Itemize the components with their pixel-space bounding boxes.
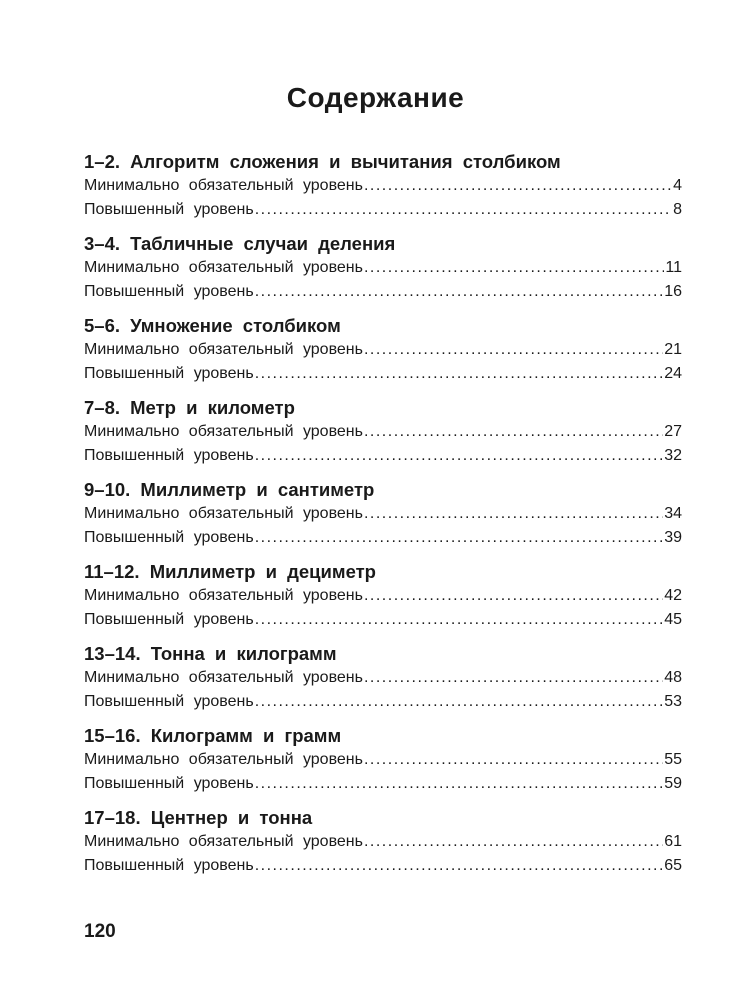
toc-entry[interactable]: [84, 854, 682, 878]
section-heading: 11–12. Миллиметр и дециметр: [84, 561, 376, 582]
toc-section: [84, 396, 682, 468]
dot-leader: [255, 608, 664, 632]
entry-label: Минимально обязательный уровень: [84, 505, 363, 522]
section-heading: 13–14. Тонна и килограмм: [84, 643, 337, 664]
toc-entry[interactable]: [84, 502, 682, 526]
dot-leader: [255, 444, 664, 468]
toc-entry[interactable]: [84, 362, 682, 386]
toc-entry[interactable]: [84, 198, 682, 222]
toc-entry[interactable]: [84, 748, 682, 772]
dot-leader: [364, 338, 663, 362]
toc-section: [84, 642, 682, 714]
entry-page-number: 11: [665, 259, 682, 276]
dot-leader: [255, 854, 664, 878]
toc-entry[interactable]: [84, 444, 682, 468]
dot-leader: [255, 772, 664, 796]
page-number: 120: [84, 921, 116, 942]
entry-page-number: 42: [664, 587, 682, 604]
toc-entry[interactable]: [84, 526, 682, 550]
toc-section: [84, 806, 682, 878]
entry-page-number: 34: [664, 505, 682, 522]
toc-entry[interactable]: [84, 608, 682, 632]
toc-entry[interactable]: [84, 174, 682, 198]
entry-label: Минимально обязательный уровень: [84, 669, 363, 686]
section-heading: 9–10. Миллиметр и сантиметр: [84, 479, 375, 500]
dot-leader: [364, 748, 663, 772]
entry-label: Минимально обязательный уровень: [84, 177, 363, 194]
entry-page-number: 65: [664, 857, 682, 874]
entry-label: Минимально обязательный уровень: [84, 751, 363, 768]
page-title: Содержание: [286, 82, 465, 113]
toc-section: [84, 314, 682, 386]
toc-entry[interactable]: [84, 666, 682, 690]
section-heading: 17–18. Центнер и тонна: [84, 807, 313, 828]
entry-page-number: 27: [664, 423, 682, 440]
entry-label: Повышенный уровень: [84, 529, 254, 546]
dot-leader: [364, 174, 672, 198]
toc-section: [84, 232, 682, 304]
dot-leader: [364, 502, 663, 526]
dot-leader: [364, 256, 664, 280]
section-heading: 3–4. Табличные случаи деления: [84, 233, 396, 254]
dot-leader: [255, 362, 664, 386]
entry-page-number: 39: [664, 529, 682, 546]
entry-page-number: 61: [664, 833, 682, 850]
entry-page-number: 53: [664, 693, 682, 710]
dot-leader: [364, 830, 663, 854]
entry-label: Минимально обязательный уровень: [84, 833, 363, 850]
toc-entry[interactable]: [84, 830, 682, 854]
entry-page-number: 24: [664, 365, 682, 382]
entry-page-number: 16: [664, 283, 682, 300]
dot-leader: [255, 526, 664, 550]
toc-entry[interactable]: [84, 690, 682, 714]
entry-label: Повышенный уровень: [84, 693, 254, 710]
dot-leader: [255, 690, 664, 714]
entry-page-number: 8: [673, 201, 682, 218]
dot-leader: [255, 280, 664, 304]
section-heading: 1–2. Алгоритм сложения и вычитания столбиком: [84, 151, 561, 172]
entry-label: Минимально обязательный уровень: [84, 423, 363, 440]
dot-leader: [255, 198, 672, 222]
entry-label: Минимально обязательный уровень: [84, 587, 363, 604]
section-heading: 5–6. Умножение столбиком: [84, 315, 341, 336]
section-heading: 7–8. Метр и километр: [84, 397, 295, 418]
entry-page-number: 32: [664, 447, 682, 464]
toc-entry[interactable]: [84, 338, 682, 362]
toc-entry[interactable]: [84, 420, 682, 444]
entry-page-number: 48: [664, 669, 682, 686]
toc-entry[interactable]: [84, 256, 682, 280]
toc-entry[interactable]: [84, 280, 682, 304]
toc-section: [84, 560, 682, 632]
entry-page-number: 21: [664, 341, 682, 358]
toc-section: [84, 150, 682, 222]
entry-page-number: 45: [664, 611, 682, 628]
toc-section: [84, 478, 682, 550]
section-heading: 15–16. Килограмм и грамм: [84, 725, 342, 746]
toc-section: [84, 724, 682, 796]
dot-leader: [364, 584, 663, 608]
entry-label: Повышенный уровень: [84, 201, 254, 218]
table-of-contents: [84, 150, 682, 888]
entry-label: Повышенный уровень: [84, 283, 254, 300]
entry-label: Повышенный уровень: [84, 775, 254, 792]
toc-entry[interactable]: [84, 584, 682, 608]
entry-label: Повышенный уровень: [84, 611, 254, 628]
entry-page-number: 4: [673, 177, 682, 194]
entry-page-number: 55: [664, 751, 682, 768]
entry-label: Повышенный уровень: [84, 365, 254, 382]
entry-label: Минимально обязательный уровень: [84, 259, 363, 276]
entry-page-number: 59: [664, 775, 682, 792]
dot-leader: [364, 420, 663, 444]
toc-entry[interactable]: [84, 772, 682, 796]
entry-label: Повышенный уровень: [84, 857, 254, 874]
entry-label: Минимально обязательный уровень: [84, 341, 363, 358]
dot-leader: [364, 666, 663, 690]
entry-label: Повышенный уровень: [84, 447, 254, 464]
